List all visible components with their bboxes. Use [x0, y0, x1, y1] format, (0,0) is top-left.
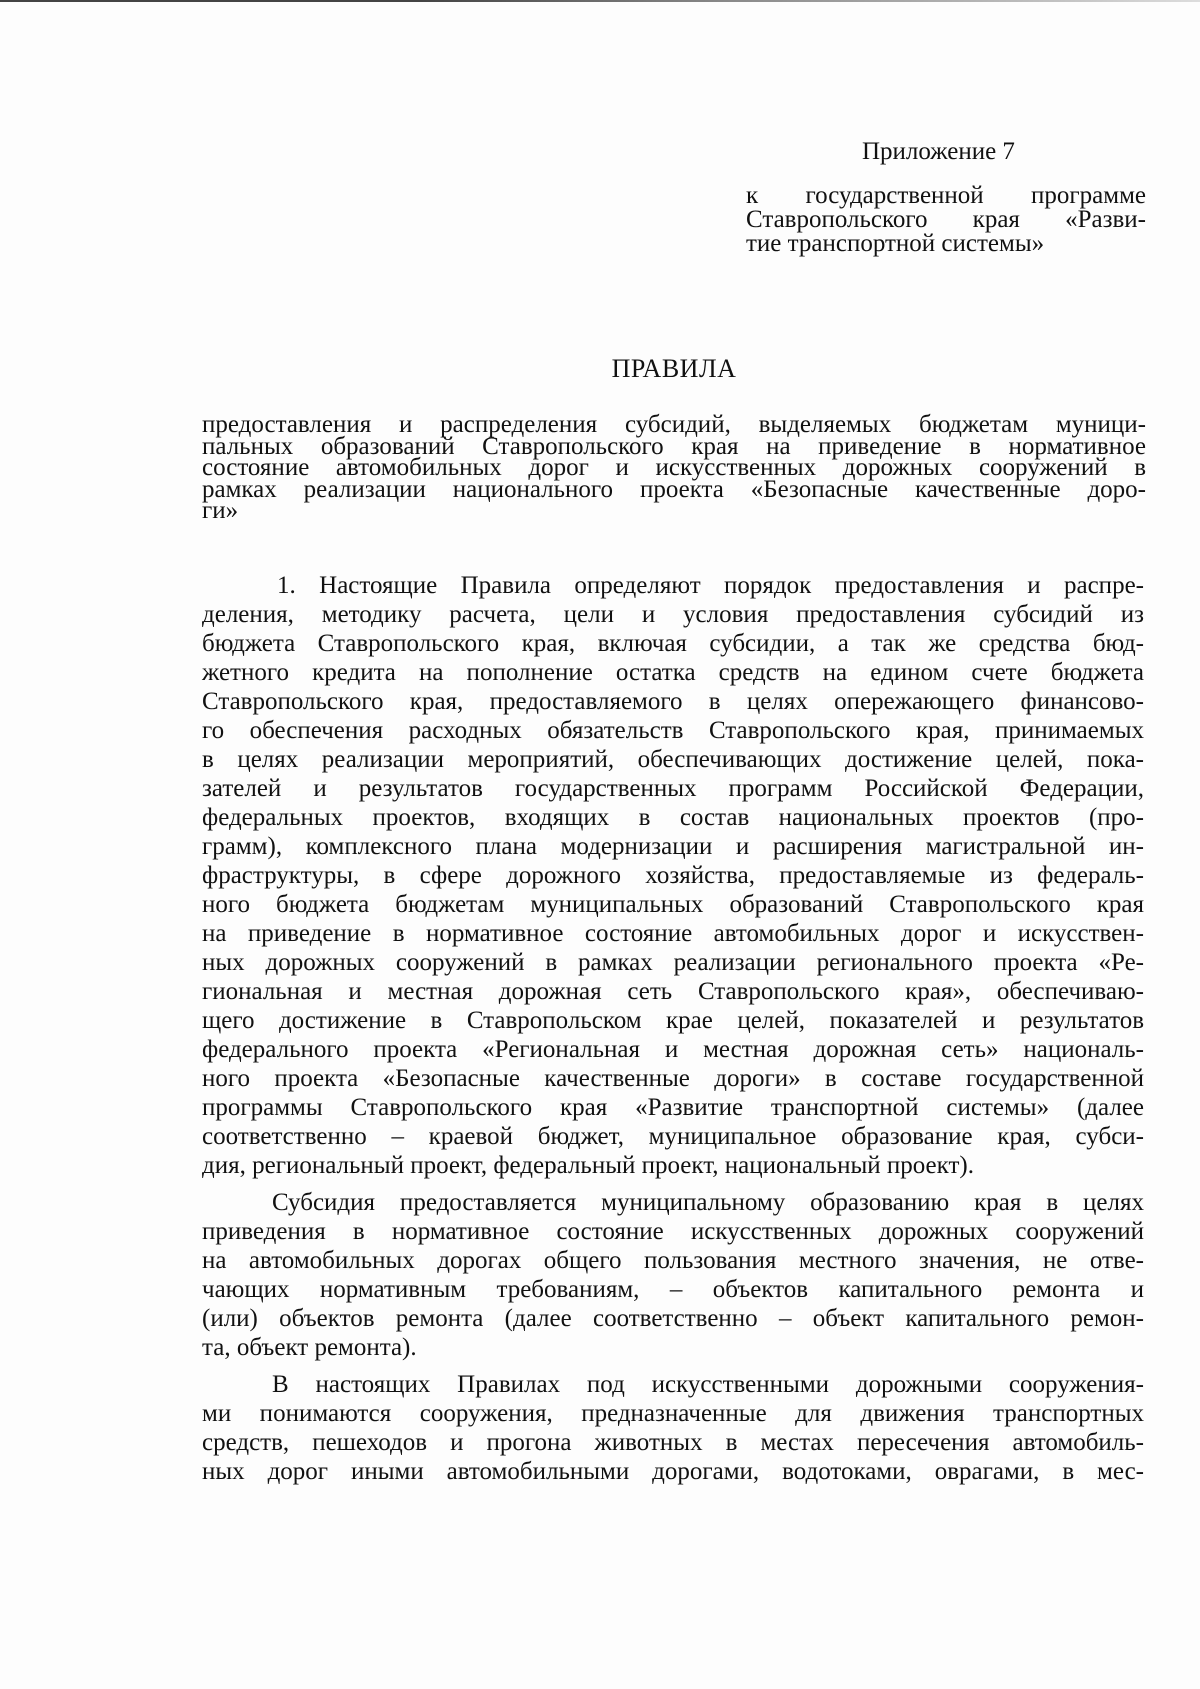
- body-line: на приведение в нормативное состояние автомобильных дорог и искусствен-: [202, 920, 1144, 947]
- body-line: ных дорожных сооружений в рамках реализации регионального проекта «Ре-: [202, 949, 1144, 976]
- body-line: ного бюджета бюджетам муниципальных образований Ставропольского края: [202, 891, 1144, 918]
- appendix-label: Приложение 7: [862, 138, 1015, 165]
- subtitle-line: пальных образований Ставропольского края на приведение в нормативное: [202, 432, 1146, 460]
- document-body: [202, 571, 1144, 1486]
- body-line: грамм), комплексного плана модернизации и расширения магистральной ин-: [202, 833, 1144, 860]
- appendix-reference: [746, 184, 1146, 256]
- body-line: ми понимаются сооружения, предназначенные для движения транспортных: [202, 1400, 1144, 1427]
- appendix-reference-line: Ставропольского края «Разви-: [746, 206, 1146, 233]
- body-line: Ставропольского края, предоставляемого в целях опережающего финансово-: [202, 688, 1144, 715]
- body-line: (или) объектов ремонта (далее соответственно – объект капитального ремон-: [202, 1305, 1144, 1332]
- body-line: ных дорог иными автомобильными дорогами, водотоками, оврагами, в мес-: [202, 1458, 1144, 1485]
- body-line: федеральных проектов, входящих в состав национальных проектов (про-: [202, 804, 1144, 831]
- body-line: В настоящих Правилах под искусственными дорожными сооружения-: [272, 1371, 1144, 1398]
- body-line: ного проекта «Безопасные качественные дороги» в составе государственной: [202, 1065, 1144, 1092]
- body-line: дия, региональный проект, федеральный проект, национальный проект).: [202, 1152, 974, 1179]
- scan-edge-line: [0, 0, 1200, 2]
- subtitle-line: ги»: [202, 497, 239, 524]
- body-line: федерального проекта «Региональная и местная дорожная сеть» националь-: [202, 1036, 1144, 1063]
- body-line: средств, пешеходов и прогона животных в местах пересечения автомобиль-: [202, 1429, 1144, 1456]
- document-title: ПРАВИЛА: [611, 354, 737, 383]
- body-line: бюджета Ставропольского края, включая субсидии, а так же средства бюд-: [202, 630, 1144, 657]
- subtitle-line: предоставления и распределения субсидий, выделяемых бюджетам муници-: [202, 411, 1146, 438]
- body-line: чающих нормативным требованиям, – объектов капитального ремонта и: [202, 1276, 1144, 1303]
- body-line: щего достижение в Ставропольском крае целей, показателей и результатов: [202, 1007, 1144, 1034]
- body-line: 1. Настоящие Правила определяют порядок предоставления и распре-: [277, 572, 1144, 599]
- body-line: деления, методику расчета, цели и условия предоставления субсидий из: [202, 601, 1144, 628]
- body-line: фраструктуры, в сфере дорожного хозяйства, предоставляемые из федераль-: [202, 862, 1144, 889]
- subtitle-line: состояние автомобильных дорог и искусственных дорожных сооружений в: [202, 454, 1146, 481]
- body-line: Субсидия предоставляется муниципальному образованию края в целях: [272, 1189, 1144, 1216]
- appendix-reference-line: к государственной программе: [746, 182, 1146, 209]
- body-line: жетного кредита на пополнение остатка средств на едином счете бюджета: [202, 659, 1144, 686]
- body-line: в целях реализации мероприятий, обеспечивающих достижение целей, пока-: [202, 746, 1144, 773]
- document-subtitle: [202, 411, 1146, 524]
- body-line: го обеспечения расходных обязательств Ставропольского края, принимаемых: [202, 717, 1144, 744]
- subtitle-line: рамках реализации национального проекта «Безопасные качественные доро-: [202, 475, 1146, 503]
- body-line: гиональная и местная дорожная сеть Ставропольского края», обеспечиваю-: [202, 978, 1144, 1005]
- body-line: приведения в нормативное состояние искусственных дорожных сооружений: [202, 1218, 1144, 1245]
- body-line: та, объект ремонта).: [202, 1334, 417, 1361]
- appendix-reference-line: тие транспортной системы»: [746, 230, 1045, 257]
- body-line: на автомобильных дорогах общего пользования местного значения, не отве-: [202, 1247, 1144, 1274]
- body-line: программы Ставропольского края «Развитие транспортной системы» (далее: [202, 1094, 1144, 1121]
- body-line: зателей и результатов государственных программ Российской Федерации,: [202, 775, 1144, 802]
- body-line: соответственно – краевой бюджет, муниципальное образование края, субси-: [202, 1123, 1144, 1150]
